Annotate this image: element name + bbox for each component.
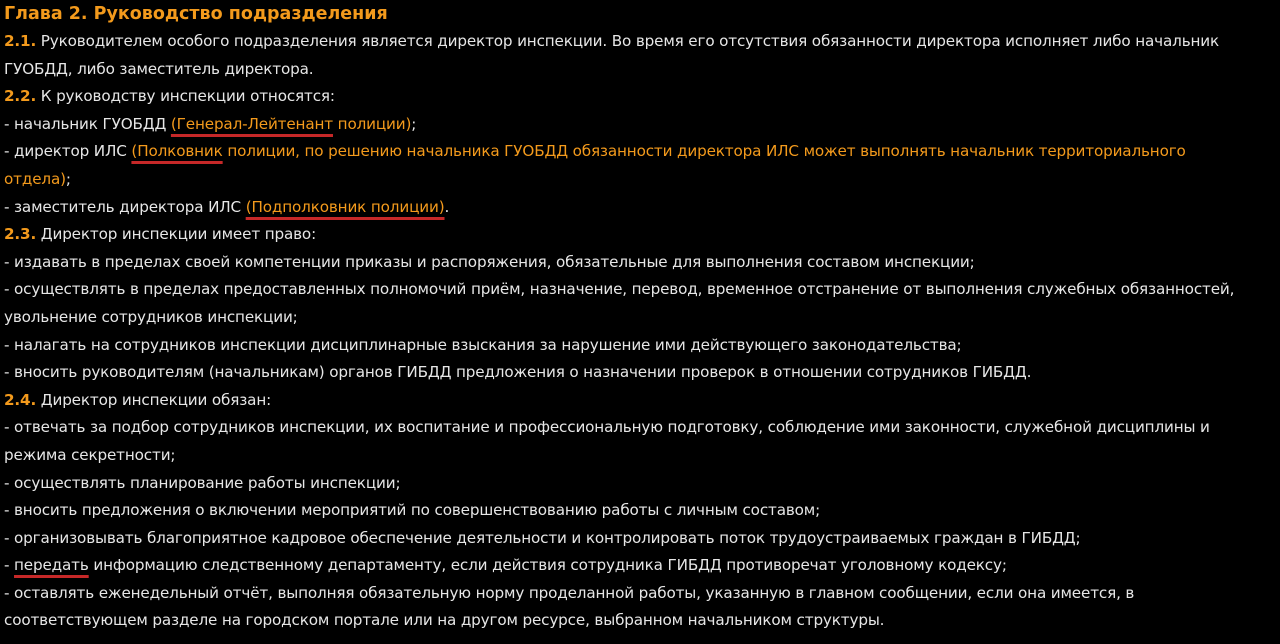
rights-item: - вносить руководителям (начальникам) органов ГИБДД предложения о назначении проверок в отношении сотрудников ГИБДД.: [4, 363, 1032, 382]
rank-rest: полиции, по решению начальника ГУОБДД обязанности директора ИЛС может выполнять начальник территориального: [222, 142, 1186, 161]
clause-number: 2.3.: [4, 225, 37, 244]
clause-2-3-line: [4, 221, 1278, 249]
document: [4, 0, 1278, 635]
duties-item: - организовывать благоприятное кадровое обеспечение деятельности и контролировать поток трудоустраиваемых граждан в ГИБДД;: [4, 528, 1081, 547]
clause-text: Руководителем особого подразделения является директор инспекции. Во время его отсутствия обязанности директора исполняет либо начальник: [36, 32, 1220, 50]
clause-2-2-line: [4, 83, 1278, 111]
rank-underlined: (Генерал-Лейтенант: [170, 114, 333, 133]
duties-item: - оставлять еженедельный отчёт, выполняя обязательную норму проделанной работы, указанную в главном сообщении, если она имеется, в: [4, 583, 1135, 602]
leadership-item-director-ils: - директор ИЛС (Полковник полиции, по решению начальника ГУОБДД обязанности директора ИЛС может выполнять начальник территориального: [4, 142, 1186, 161]
rights-item-cont: увольнение сотрудников инспекции;: [4, 307, 298, 326]
leadership-item-director-ils-cont: отдела);: [4, 169, 71, 188]
duties-item: - осуществлять планирование работы инспекции;: [4, 473, 401, 492]
rights-item: - издавать в пределах своей компетенции приказы и распоряжения, обязательные для выполнения составом инспекции;: [4, 252, 975, 271]
rights-item: - налагать на сотрудников инспекции дисциплинарные взыскания за нарушение ими действующего законодательства;: [4, 335, 962, 354]
leadership-item-head-guobdd: - начальник ГУОБДД (Генерал-Лейтенант полиции);: [4, 114, 417, 133]
duties-item-cont: соответствующем разделе на городском портале или на другом ресурсе, выбранном начальником структуры.: [4, 611, 885, 630]
duties-item: - вносить предложения о включении мероприятий по совершенствованию работы с личным составом;: [4, 501, 821, 520]
clause-text: К руководству инспекции относятся:: [36, 87, 335, 106]
clause-2-1-line-2: ГУОБДД, либо заместитель директора.: [4, 59, 314, 78]
rank-rest: полиции): [332, 114, 412, 133]
clause-text: Директор инспекции имеет право:: [36, 225, 317, 244]
leadership-item-deputy-director: - заместитель директора ИЛС (Подполковник полиции).: [4, 197, 450, 216]
transfer-underlined: передать: [14, 556, 89, 575]
duties-item: - отвечать за подбор сотрудников инспекции, их воспитание и профессиональную подготовку, соблюдение ими законности, служебной дисциплины и: [4, 418, 1210, 437]
clause-2-4-line: [4, 387, 1278, 415]
duties-item-cont: режима секретности;: [4, 445, 176, 464]
chapter-heading: Глава 2. Руководство подразделения: [4, 4, 388, 24]
duties-item-transfer-info: - передать информацию следственному департаменту, если действия сотрудника ГИБДД противоречат уголовному кодексу;: [4, 556, 1007, 575]
clause-number: 2.1.: [4, 32, 37, 50]
clause-number: 2.2.: [4, 87, 37, 106]
rank-underlined: (Подполковник полиции): [245, 197, 445, 216]
rank-underlined: (Полковник: [131, 142, 223, 161]
clause-2-1-line-1: [4, 28, 1278, 56]
rights-item: - осуществлять в пределах предоставленных полномочий приём, назначение, перевод, временное отстранение от выполнения служебных обязанностей,: [4, 280, 1235, 299]
clause-text: Директор инспекции обязан:: [36, 390, 272, 409]
clause-number: 2.4.: [4, 390, 37, 409]
